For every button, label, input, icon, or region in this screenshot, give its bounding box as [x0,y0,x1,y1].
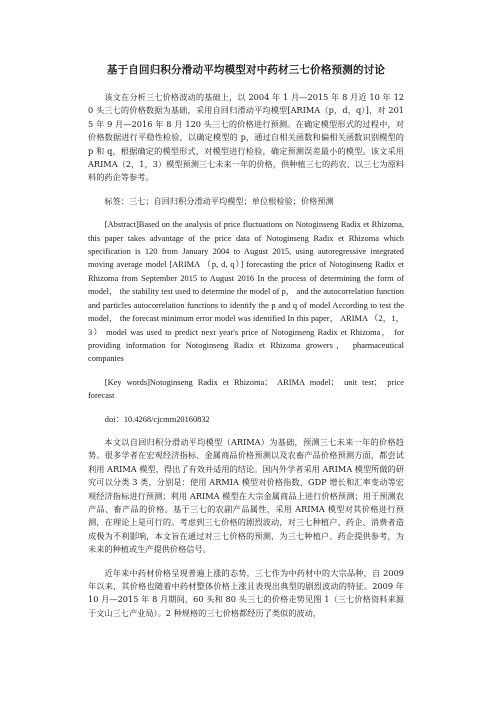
abstract-en: [Abstract]Based on the analysis of price fluctuations on Notoginseng Radix et Rhizoma, this paper takes advantage of the price data of Notoginseng Radix et Rhizoma which specification is 120 from January 2004 to August 2015, using autoregressive integrated moving average model [ARIMA （p, d, q）] forecasting the price of Notoginseng Radix et Rhizoma from September 2015 to August 2016 In the process of determining the form of model， the stability test used to determine the model of p， and the autocorrelation function and particles autocorrelation functions to identify the p and q of model According to test the model， the forecast minimum error model was identified In this paper， ARIMA （2，1，3） model was used to predict next year's price of Notoginseng Radix et Rhizoma， for providing information for Notoginseng Radix et Rhizoma growers， pharmaceutical companies [88,220,404,364]
keywords-cn: 标签：三七；自回归积分滑动平均模型；单位根检验；价格预测 [104,195,334,206]
paper-title: 基于自回归积分滑动平均模型对中药材三七价格预测的讨论 [106,64,386,76]
abstract-cn: 该文在分析三七价格波动的基础上，以 2004 年 1 月—2015 年 8 月近 10 年 120 头三七的价格数据为基础，采用自回归滑动平均模型[ARIMA（p，d，q）]，对 2015 年 9 月—2016 年 8 月 120 头三七的价格进行预测。在确定模型形式的过程中，对价格数据进行平稳性检验，以确定模型的 p，通过自相关函数和偏相关函数识别模型的 p 和 q，根据确定的模型形式，对模型进行检验，确定预测误差最小的模型。该文采用 ARIMA（2，1，3）模型预测三七未来一年的价格，供种植三七的药农、以三七为原料料的药企等参考。 [88,92,404,183]
body-paragraph-1: 本文以自回归积分滑动平均模型（ARIMA）为基础，预测三七未来一年的价格趋势。很多学者在宏观经济指标、金属商品价格预测以及农畜产品价格预测方面，都尝试利用 ARIMA 模型，得出了有效并适用的结论。国内外学者采用 ARIMA 模型所做的研究可以分类 3 类，分别是：使用 ARMIA 模型对价格指数、GDP 增长和汇率变动等宏观经济指标进行预测；利用 ARIMA 模型在大宗金属商品上进行价格预测；用于预测农产品、畜产品的价格。基于三七的农副产品属性，采用 ARIMA 模型对其价格进行预测，在理论上是可行的。考虑到三七价格的剧烈波动，对三七种植户、药企、消费者造成极为不利影响，本文旨在通过对三七价格的预测，为三七种植户、药企提供参考，为未来的种植或生产提供价格信号。 [88,436,404,555]
body-paragraph-2: 近年来中药材价格呈现普遍上涨的态势，三七作为中药材中的大宗品种，自 2009 年以来，其价格也随着中药材整体价格上涨且表现出典型的剧烈波动的特征。2009 年 10 月—2015 年 8 月期间，60 头和 80 头三七的价格走势见图 1（三七价格资料来源于文山三七产业局）。2 种规格的三七价格都经历了类似的波动， [88,567,404,618]
doi-line: doi：10.4268/cjcmm20160832 [104,414,210,424]
keywords-en: [Key words]Notoginseng Radix et Rhizoma； ARIMA model； unit test； price forecast [88,377,404,401]
